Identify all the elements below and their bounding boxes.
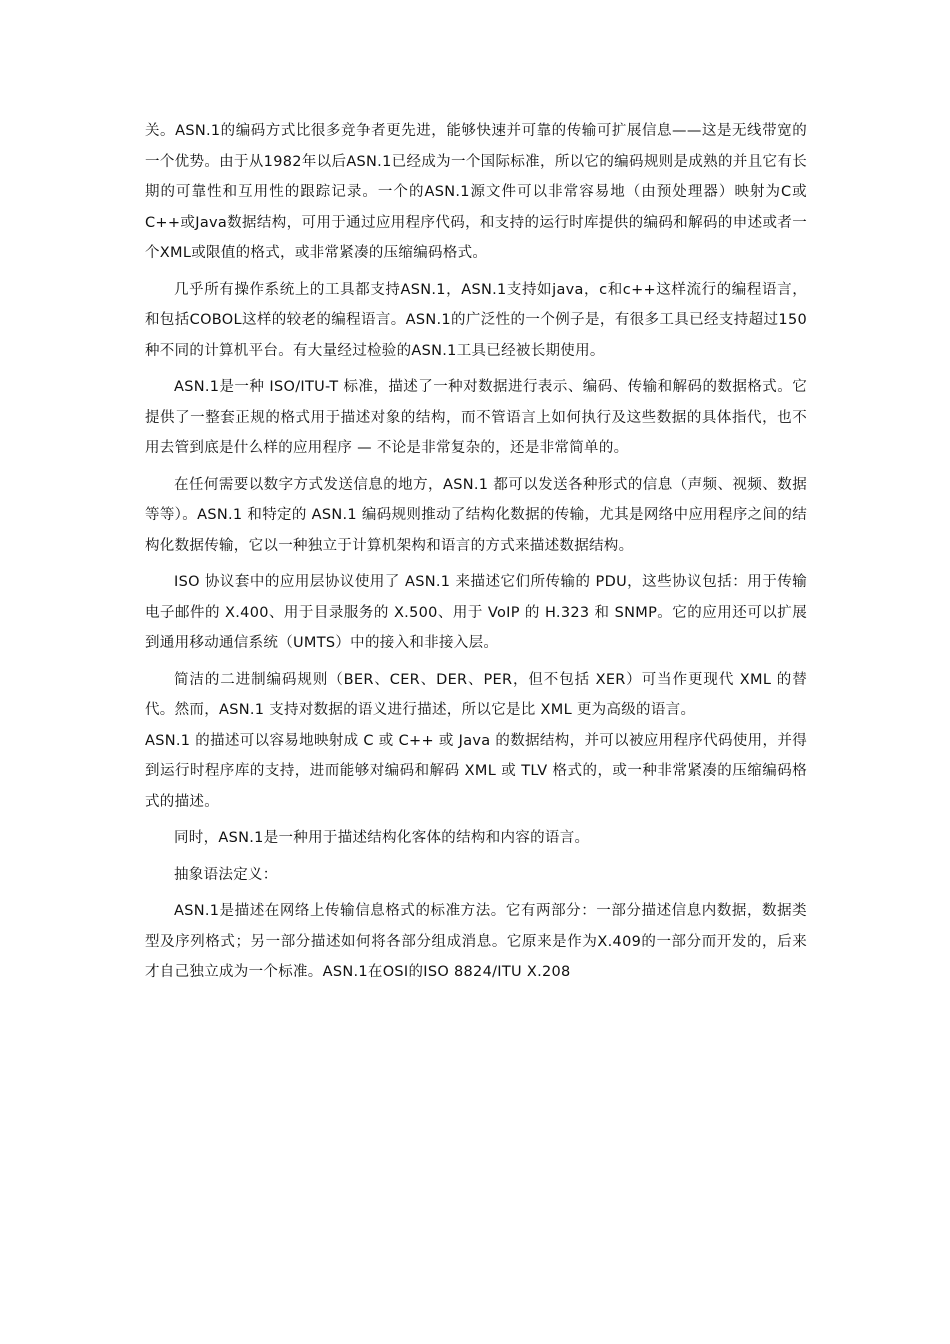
paragraph-8: 同时，ASN.1是一种用于描述结构化客体的结构和内容的语言。: [174, 830, 590, 846]
paragraph-4: 在任何需要以数字方式发送信息的地方，ASN.1 都可以发送各种形式的信息（声频、视频、数据等等）。ASN.1 和特定的 ASN.1 编码规则推动了结构化数据的传输，尤其是网络中应用程序之间的结构化数据传输，它以一种独立于计算机架构和语言的方式来描述数据结构。: [145, 476, 807, 554]
paragraph-9: 抽象语法定义：: [174, 866, 278, 883]
paragraph-10: ASN.1是描述在网络上传输信息格式的标准方法。它有两部分：一部分描述信息内数据，数据类型及序列格式；另一部分描述如何将各部分组成消息。它原来是作为X.409的一部分而开发的，后来才自己独立成为一个标准。ASN.1在OSI的ISO 8824/ITU X.208: [145, 903, 807, 980]
document-body: [145, 116, 807, 994]
paragraph-6: 简洁的二进制编码规则（BER、CER、DER、PER，但不包括 XER）可当作更现代 XML 的替代。然而，ASN.1 支持对数据的语义进行描述，所以它是比 XML 更为高级的语言。: [145, 671, 807, 718]
paragraph-7: ASN.1 的描述可以容易地映射成 C 或 C++ 或 Java 的数据结构，并可以被应用程序代码使用，并得到运行时程序库的支持，进而能够对编码和解码 XML 或 TLV 格式的，或一种非常紧凑的压缩编码格式的描述。: [145, 732, 807, 810]
paragraph-5: ISO 协议套中的应用层协议使用了 ASN.1 来描述它们所传输的 PDU，这些协议包括：用于传输电子邮件的 X.400、用于目录服务的 X.500、用于 VoIP 的 H.323 和 SNMP。它的应用还可以扩展到通用移动通信系统（UMTS）中的接入和非接入层。: [145, 574, 807, 651]
paragraph-1: 关。ASN.1的编码方式比很多竞争者更先进，能够快速并可靠的传输可扩展信息——这是无线带宽的一个优势。由于从1982年以后ASN.1已经成为一个国际标准，所以它的编码规则是成熟的并且它有长期的可靠性和互用性的跟踪记录。一个的ASN.1源文件可以非常容易地（由预处理器）映射为C或C++或Java数据结构，可用于通过应用程序代码，和支持的运行时库提供的编码和解码的申述或者一个XML或限值的格式，或非常紧凑的压缩编码格式。: [145, 123, 807, 261]
paragraph-2: 几乎所有操作系统上的工具都支持ASN.1，ASN.1支持如java，c和c++这样流行的编程语言，和包括COBOL这样的较老的编程语言。ASN.1的广泛性的一个例子是，有很多工具已经支持超过150种不同的计算机平台。有大量经过检验的ASN.1工具已经被长期使用。: [145, 281, 807, 359]
paragraph-3: ASN.1是一种 ISO/ITU-T 标准，描述了一种对数据进行表示、编码、传输和解码的数据格式。它提供了一整套正规的格式用于描述对象的结构，而不管语言上如何执行及这些数据的具体指代，也不用去管到底是什么样的应用程序 — 不论是非常复杂的，还是非常简单的。: [145, 379, 807, 456]
